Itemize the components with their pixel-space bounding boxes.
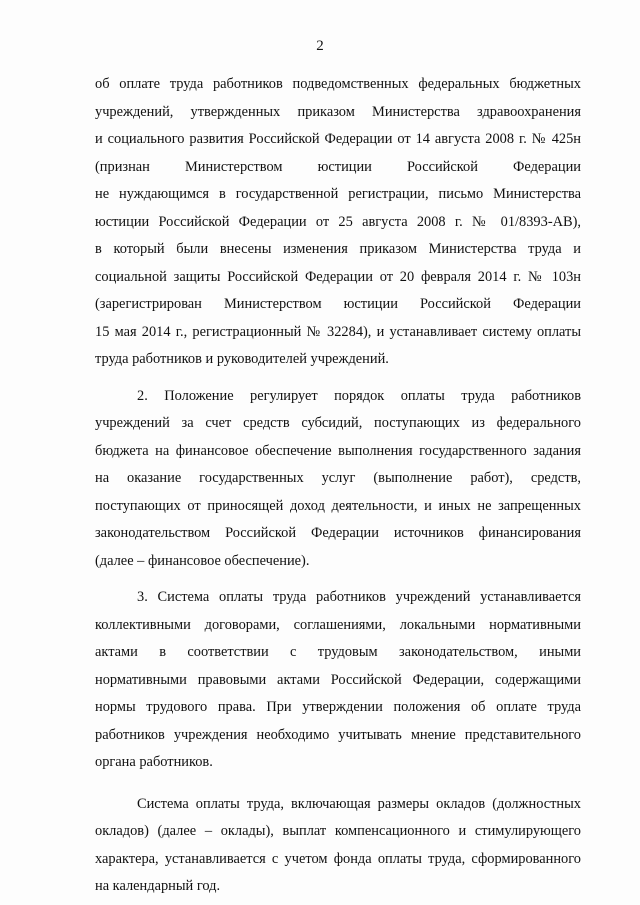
text-line: и социального развития Российской Федерации от 14 августа 2008 г. № 425н <box>95 131 581 147</box>
text-line: об оплате труда работников подведомственных федеральных бюджетных <box>95 76 581 92</box>
text-line: нормативными правовыми актами Российской Федерации, содержащими <box>95 671 581 688</box>
text-line: Система оплаты труда, включающая размеры окладов (должностных <box>137 795 581 812</box>
text-line: не нуждающимся в государственной регистрации, письмо Министерства <box>95 186 581 202</box>
text-line: социальной защиты Российской Федерации от 20 февраля 2014 г. № 103н <box>95 268 581 285</box>
text-line: законодательством Российской Федерации источников финансирования <box>95 525 581 541</box>
paragraph-2 <box>95 383 581 576</box>
text-line: на календарный год. <box>95 878 221 894</box>
text-line: (зарегистрирован Министерством юстиции Российской Федерации <box>95 296 581 312</box>
text-line: характера, устанавливается с учетом фонда оплаты труда, сформированного <box>95 850 581 867</box>
text-line: поступающих от приносящей доход деятельности, и иных не запрещенных <box>95 497 581 514</box>
text-line: 3. Система оплаты труда работников учреждений устанавливается <box>137 589 581 605</box>
paragraph-4 <box>95 791 581 901</box>
text-line: на оказание государственных услуг (выполнение работ), средств, <box>95 470 581 486</box>
text-line: учреждений за счет средств субсидий, поступающих из федерального <box>95 415 581 431</box>
text-line: в который были внесены изменения приказом Министерства труда и <box>95 241 581 257</box>
text-line: коллективными договорами, соглашениями, локальными нормативными <box>95 616 581 633</box>
text-line: бюджета на финансовое обеспечение выполнения государственного задания <box>95 442 581 459</box>
text-line: 15 мая 2014 г., регистрационный № 32284), и устанавливает систему оплаты <box>95 323 581 340</box>
text-line: актами в соответствии с трудовым законодательством, иными <box>95 644 581 660</box>
text-line: органа работников. <box>95 754 213 770</box>
text-line: окладов) (далее – оклады), выплат компенсационного и стимулирующего <box>95 823 581 839</box>
document-body <box>95 71 581 901</box>
text-line: юстиции Российской Федерации от 25 августа 2008 г. № 01/8393-АВ), <box>95 213 581 230</box>
text-line: учреждений, утвержденных приказом Министерства здравоохранения <box>95 103 581 120</box>
paragraph-3 <box>95 584 581 777</box>
page-number: 2 <box>316 38 324 54</box>
text-line: труда работников и руководителей учреждений. <box>95 351 389 367</box>
text-line: работников учреждения необходимо учитывать мнение представительного <box>95 726 581 743</box>
text-line: (признан Министерством юстиции Российской Федерации <box>95 158 581 175</box>
paragraph-1 <box>95 71 581 374</box>
text-line: нормы трудового права. При утверждении положения об оплате труда <box>95 699 581 715</box>
text-line: (далее – финансовое обеспечение). <box>95 552 310 569</box>
text-line: 2. Положение регулирует порядок оплаты труда работников <box>137 387 581 404</box>
